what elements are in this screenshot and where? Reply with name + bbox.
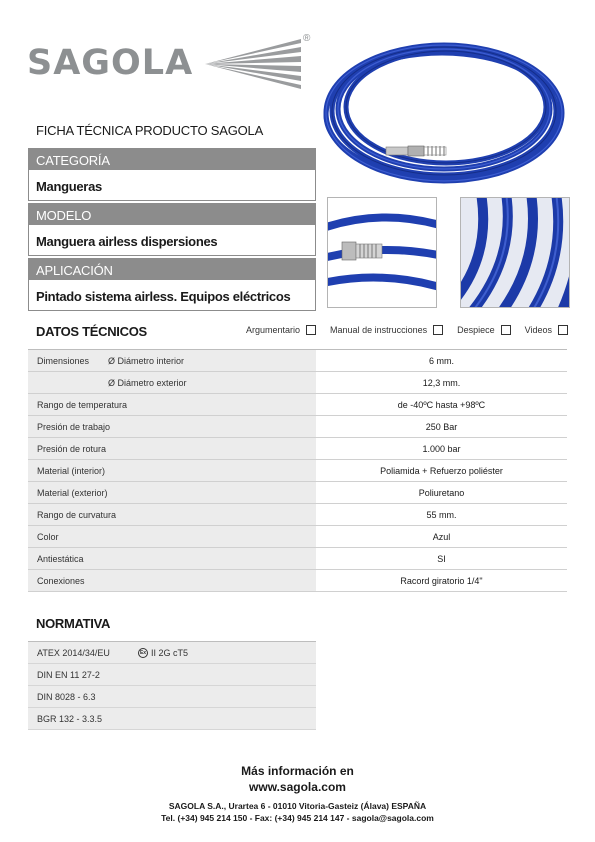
norm-label: BGR 132 - 3.3.5: [37, 714, 103, 724]
checkbox-icon[interactable]: [558, 325, 568, 335]
table-row: [28, 482, 567, 504]
row-label: Material (exterior): [28, 482, 316, 503]
more-info-text: Más información en: [241, 764, 354, 778]
website-link[interactable]: www.sagola.com: [249, 780, 346, 794]
row-label: [28, 372, 316, 393]
row-value: SI: [437, 554, 446, 564]
table-row: [28, 504, 567, 526]
row-value: Azul: [432, 532, 451, 542]
category-block: [28, 148, 316, 201]
row-value: 55 mm.: [426, 510, 457, 520]
norm-label: DIN EN 11 27-2: [37, 670, 100, 680]
tech-data-table: [28, 349, 567, 592]
row-sublabel: Ø Diámetro interior: [108, 356, 185, 366]
table-row: [28, 416, 567, 438]
hose-detail-photo-1: [327, 197, 437, 308]
product-sheet-title: FICHA TÉCNICA PRODUCTO SAGOLA: [36, 123, 264, 138]
table-row: [28, 708, 316, 730]
document-links: [246, 325, 568, 335]
logo-fan-icon: [205, 33, 305, 95]
category-value: Mangueras: [28, 170, 316, 201]
norm-label: DIN 8028 - 6.3: [37, 692, 96, 702]
logo-wordmark: SAGOLA: [27, 43, 194, 83]
link-despiece[interactable]: [457, 325, 511, 335]
model-block: [28, 203, 316, 256]
table-row: [28, 570, 567, 592]
row-label: Rango de temperatura: [28, 394, 316, 415]
company-address: SAGOLA S.A., Urartea 6 - 01010 Vitoria-Gasteiz (Álava) ESPAÑA: [168, 801, 427, 811]
table-row: [28, 460, 567, 482]
atex-marking: [138, 648, 188, 658]
checkbox-icon[interactable]: [501, 325, 511, 335]
table-row: [28, 526, 567, 548]
row-label: Presión de trabajo: [28, 416, 316, 437]
link-videos[interactable]: [525, 325, 568, 335]
hose-detail-photo-2: [460, 197, 570, 308]
company-contact: Tel. (+34) 945 214 150 - Fax: (+34) 945 214 147 - sagola@sagola.com: [161, 813, 434, 823]
table-row: [28, 438, 567, 460]
row-label: Conexiones: [28, 570, 316, 591]
table-row: [28, 394, 567, 416]
checkbox-icon[interactable]: [306, 325, 316, 335]
tech-data-title: DATOS TÉCNICOS: [36, 324, 147, 339]
link-label: Manual de instrucciones: [330, 325, 428, 335]
row-label: Presión de rotura: [28, 438, 316, 459]
row-value: Poliuretano: [418, 488, 465, 498]
row-value: Racord giratorio 1/4": [400, 576, 483, 586]
row-sublabel: Ø Diámetro exterior: [108, 378, 187, 388]
table-row: [28, 548, 567, 570]
checkbox-icon[interactable]: [433, 325, 443, 335]
link-label: Despiece: [457, 325, 495, 335]
row-value: Poliamida + Refuerzo poliéster: [380, 466, 503, 476]
norm-label: ATEX 2014/34/EU: [37, 648, 110, 658]
application-heading: APLICACIÓN: [28, 258, 316, 280]
row-value: de -40ºC hasta +98ºC: [397, 400, 486, 410]
row-label: Color: [28, 526, 316, 547]
model-heading: MODELO: [28, 203, 316, 225]
application-block: [28, 258, 316, 311]
table-row: [28, 686, 316, 708]
link-argumentario[interactable]: [246, 325, 316, 335]
row-value: 6 mm.: [428, 356, 454, 366]
application-value: Pintado sistema airless. Equipos eléctricos: [28, 280, 316, 311]
link-label: Videos: [524, 325, 552, 335]
row-label: Material (interior): [28, 460, 316, 481]
normativa-title: NORMATIVA: [36, 616, 111, 631]
category-heading: CATEGORÍA: [28, 148, 316, 170]
table-row: [28, 642, 316, 664]
normativa-table: [28, 641, 316, 730]
row-value: 1.000 bar: [422, 444, 461, 454]
table-row: [28, 372, 567, 394]
row-label: Rango de curvatura: [28, 504, 316, 525]
atex-class: II 2G cT5: [151, 648, 189, 658]
link-manual[interactable]: [330, 325, 443, 335]
sagola-logo: [27, 33, 327, 95]
row-label: Antiestática: [28, 548, 316, 569]
row-label: Dimensiones Ø Diámetro interior: [28, 350, 316, 371]
hose-coil-photo: [316, 27, 571, 189]
model-value: Manguera airless dispersiones: [28, 225, 316, 256]
link-label: Argumentario: [246, 325, 301, 335]
table-row: [28, 350, 567, 372]
row-value: 250 Bar: [425, 422, 458, 432]
row-value: 12,3 mm.: [422, 378, 461, 388]
table-row: [28, 664, 316, 686]
ex-icon: Ex: [139, 650, 147, 656]
registered-mark: ®: [303, 33, 311, 44]
